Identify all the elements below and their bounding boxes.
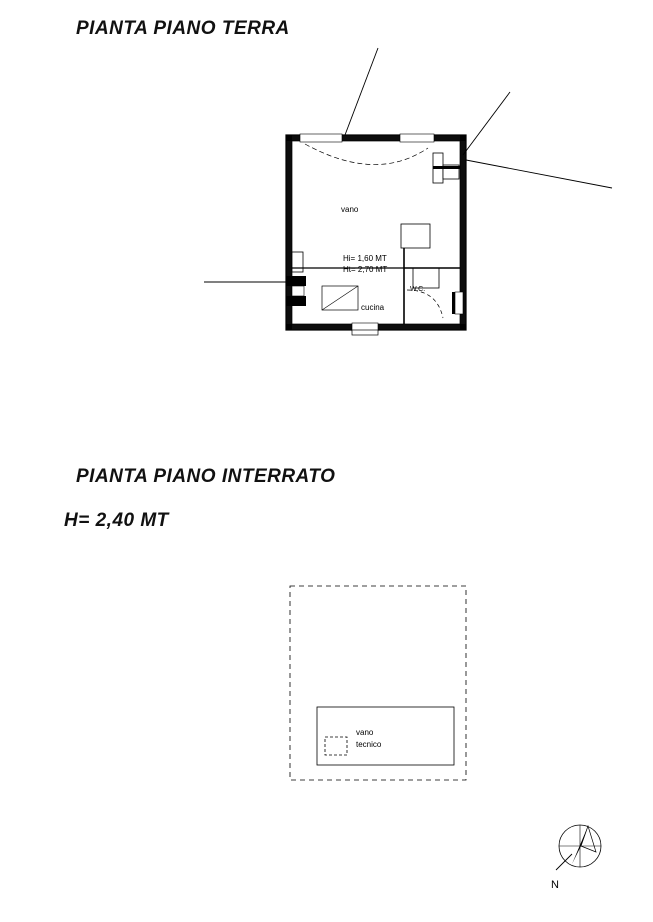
window-right-lower-jamb (452, 292, 455, 314)
leader-line-right-upper (463, 92, 510, 155)
vano-tecnico-outline (317, 707, 454, 765)
room-label-vano: vano (341, 205, 359, 214)
ground-floor-plan (204, 48, 612, 335)
leader-line-top (345, 48, 378, 135)
door-bottom-leaf (352, 330, 378, 335)
annotation-hi: Hi= 1,60 MT (343, 254, 387, 263)
basement-height-label: H= 2,40 MT (64, 510, 169, 531)
page-title-ground-floor: PIANTA PIANO TERRA (76, 18, 290, 39)
window-left (292, 252, 303, 272)
wall-opening-top-right (400, 134, 434, 142)
room-label-vano-tecnico-line1: vano (356, 728, 374, 737)
vano-tecnico-hatch-box (325, 737, 347, 755)
basement-outline (290, 586, 466, 780)
door-left-jamb-2 (286, 296, 306, 306)
page-title-basement: PIANTA PIANO INTERRATO (76, 466, 336, 487)
annotation-ht: Ht= 2,70 MT (343, 265, 388, 274)
wall-opening-top-left (300, 134, 342, 142)
compass-rose (556, 825, 601, 870)
door-left-opening (292, 286, 304, 296)
fixture-right-upper (401, 224, 430, 248)
compass-pointer-sw (556, 854, 572, 870)
window-right-upper-line (433, 166, 460, 169)
window-right-lower (455, 292, 463, 314)
leader-line-right-lower (466, 160, 612, 188)
vault-arc-top (305, 144, 428, 165)
compass-north-label: N (551, 879, 559, 891)
room-label-vano-tecnico-line2: tecnico (356, 740, 382, 749)
basement-plan (290, 586, 466, 780)
door-left-jamb (286, 276, 306, 286)
fixture-right-lower (413, 268, 439, 288)
room-label-cucina: cucina (361, 303, 385, 312)
room-label-wc: W.C. (410, 286, 426, 293)
